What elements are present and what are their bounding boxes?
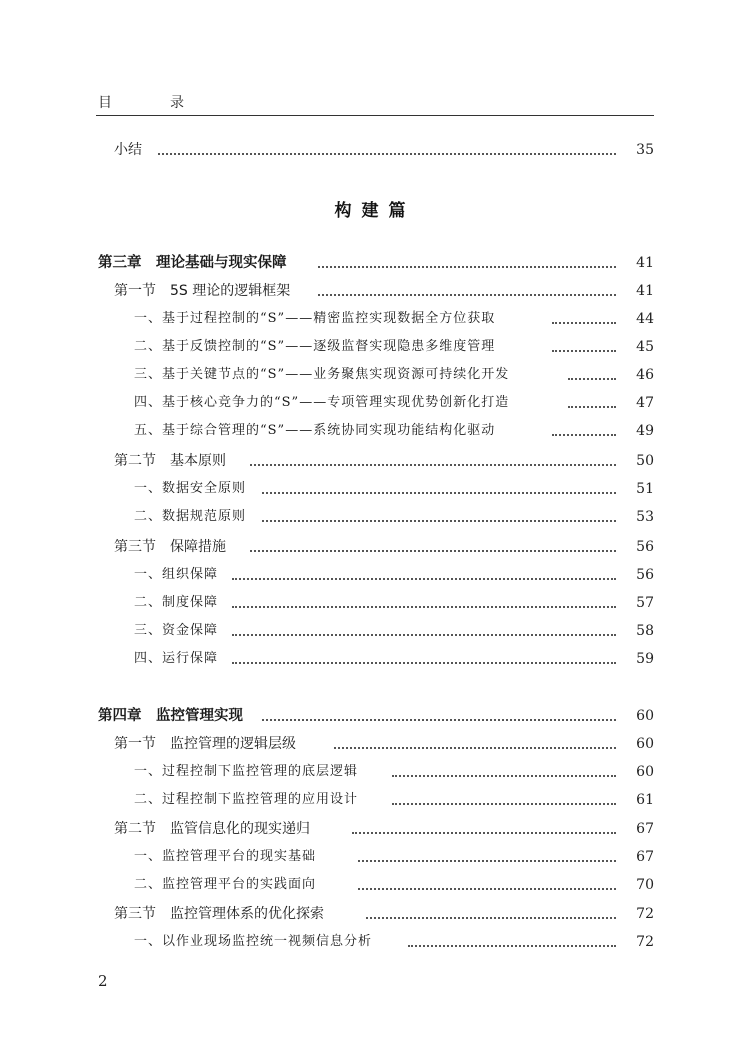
toc-entry-page: 58: [636, 623, 654, 639]
leader-dots: [358, 858, 616, 862]
toc-item[interactable]: [0, 391, 750, 415]
toc-item[interactable]: [0, 845, 750, 869]
leader-dots: [334, 745, 616, 749]
toc-entry-summary[interactable]: [0, 138, 750, 162]
leader-dots: [158, 151, 616, 155]
toc-entry-label: 第二节 基本原则: [114, 453, 226, 469]
leader-dots: [408, 943, 616, 947]
toc-entry-label: 第三节 监控管理体系的优化探索: [114, 906, 324, 922]
toc-entry-label: 五、基于综合管理的“S”——系统协同实现功能结构化驱动: [134, 423, 496, 438]
part-heading: 构建篇: [334, 201, 416, 221]
toc-entry-label: 二、数据规范原则: [134, 509, 247, 524]
toc-entry-page: 41: [636, 255, 654, 271]
toc-entry-label: 三、资金保障: [134, 623, 219, 638]
leader-dots: [352, 830, 616, 834]
toc-entry-page: 45: [636, 339, 654, 355]
toc-entry-page: 50: [636, 453, 654, 469]
toc-item[interactable]: [0, 930, 750, 954]
leader-dots: [250, 548, 616, 552]
toc-entry-page: 41: [636, 283, 654, 299]
toc-entry-page: 67: [636, 821, 654, 837]
toc-entry-label: 二、过程控制下监控管理的应用设计: [134, 792, 359, 807]
leader-dots: [552, 348, 616, 352]
toc-section[interactable]: [0, 449, 750, 473]
toc-section[interactable]: [0, 279, 750, 303]
toc-entry-label: 一、组织保障: [134, 567, 219, 582]
toc-entry-page: 60: [636, 736, 654, 752]
toc-item[interactable]: [0, 307, 750, 331]
toc-chapter-4[interactable]: [0, 704, 750, 728]
leader-dots: [262, 518, 616, 522]
toc-section[interactable]: [0, 732, 750, 756]
toc-entry-label: 一、基于过程控制的“S”——精密监控实现数据全方位获取: [134, 311, 496, 326]
toc-entry-label: 第一节 监控管理的逻辑层级: [114, 736, 296, 752]
toc-item[interactable]: [0, 563, 750, 587]
toc-entry-label: 第二节 监管信息化的现实递归: [114, 821, 310, 837]
toc-entry-page: 56: [636, 567, 654, 583]
toc-entry-label: 一、以作业现场监控统一视频信息分析: [134, 934, 373, 949]
toc-item[interactable]: [0, 505, 750, 529]
toc-entry-label: 三、基于关键节点的“S”——业务聚焦实现资源可持续化开发: [134, 367, 510, 382]
leader-dots: [262, 490, 616, 494]
toc-entry-page: 35: [636, 142, 654, 158]
toc-chapter-3[interactable]: [0, 251, 750, 275]
toc-entry-page: 60: [636, 764, 654, 780]
leader-dots: [358, 886, 616, 890]
toc-entry-label: 第三节 保障措施: [114, 539, 226, 555]
toc-item[interactable]: [0, 477, 750, 501]
toc-entry-page: 60: [636, 708, 654, 724]
toc-entry-label: 二、监控管理平台的实践面向: [134, 877, 317, 892]
leader-dots: [392, 773, 616, 777]
leader-dots: [250, 462, 616, 466]
leader-dots: [568, 376, 616, 380]
toc-item[interactable]: [0, 873, 750, 897]
running-header: 目 录: [98, 95, 206, 111]
toc-section[interactable]: [0, 817, 750, 841]
toc-entry-page: 56: [636, 539, 654, 555]
toc-entry-page: 61: [636, 792, 654, 808]
toc-entry-label: 二、制度保障: [134, 595, 219, 610]
toc-section[interactable]: [0, 902, 750, 926]
toc-item[interactable]: [0, 419, 750, 443]
toc-entry-label: 一、数据安全原则: [134, 481, 247, 496]
header-divider: [96, 115, 654, 116]
toc-entry-label: 一、监控管理平台的现实基础: [134, 849, 317, 864]
toc-entry-label: 四、基于核心竞争力的“S”——专项管理实现优势创新化打造: [134, 395, 510, 410]
toc-item[interactable]: [0, 647, 750, 671]
page-number: 2: [98, 972, 108, 990]
toc-entry-page: 72: [636, 934, 654, 950]
toc-entry-label: 第三章 理论基础与现实保障: [98, 255, 287, 271]
toc-section[interactable]: [0, 535, 750, 559]
leader-dots: [232, 660, 616, 664]
leader-dots: [262, 717, 616, 721]
leader-dots: [552, 432, 616, 436]
toc-item[interactable]: [0, 788, 750, 812]
toc-entry-page: 67: [636, 849, 654, 865]
leader-dots: [568, 404, 616, 408]
toc-entry-label: 小结: [114, 142, 142, 158]
toc-entry-page: 44: [636, 311, 654, 327]
toc-entry-label: 四、运行保障: [134, 651, 219, 666]
toc-entry-label: 第一节 5S 理论的逻辑框架: [114, 283, 291, 299]
toc-item[interactable]: [0, 760, 750, 784]
toc-entry-label: 二、基于反馈控制的“S”——逐级监督实现隐患多维度管理: [134, 339, 496, 354]
toc-entry-page: 46: [636, 367, 654, 383]
toc-item[interactable]: [0, 619, 750, 643]
leader-dots: [366, 915, 616, 919]
toc-entry-page: 53: [636, 509, 654, 525]
toc-item[interactable]: [0, 591, 750, 615]
toc-entry-label: 第四章 监控管理实现: [98, 708, 243, 724]
leader-dots: [318, 264, 616, 268]
toc-entry-page: 47: [636, 395, 654, 411]
leader-dots: [232, 632, 616, 636]
leader-dots: [232, 576, 616, 580]
toc-entry-page: 57: [636, 595, 654, 611]
toc-entry-page: 70: [636, 877, 654, 893]
toc-entry-page: 59: [636, 651, 654, 667]
leader-dots: [318, 292, 616, 296]
leader-dots: [392, 801, 616, 805]
toc-item[interactable]: [0, 335, 750, 359]
toc-entry-page: 49: [636, 423, 654, 439]
toc-entry-page: 51: [636, 481, 654, 497]
leader-dots: [232, 604, 616, 608]
toc-entry-page: 72: [636, 906, 654, 922]
leader-dots: [552, 320, 616, 324]
toc-entry-label: 一、过程控制下监控管理的底层逻辑: [134, 764, 359, 779]
toc-item[interactable]: [0, 363, 750, 387]
